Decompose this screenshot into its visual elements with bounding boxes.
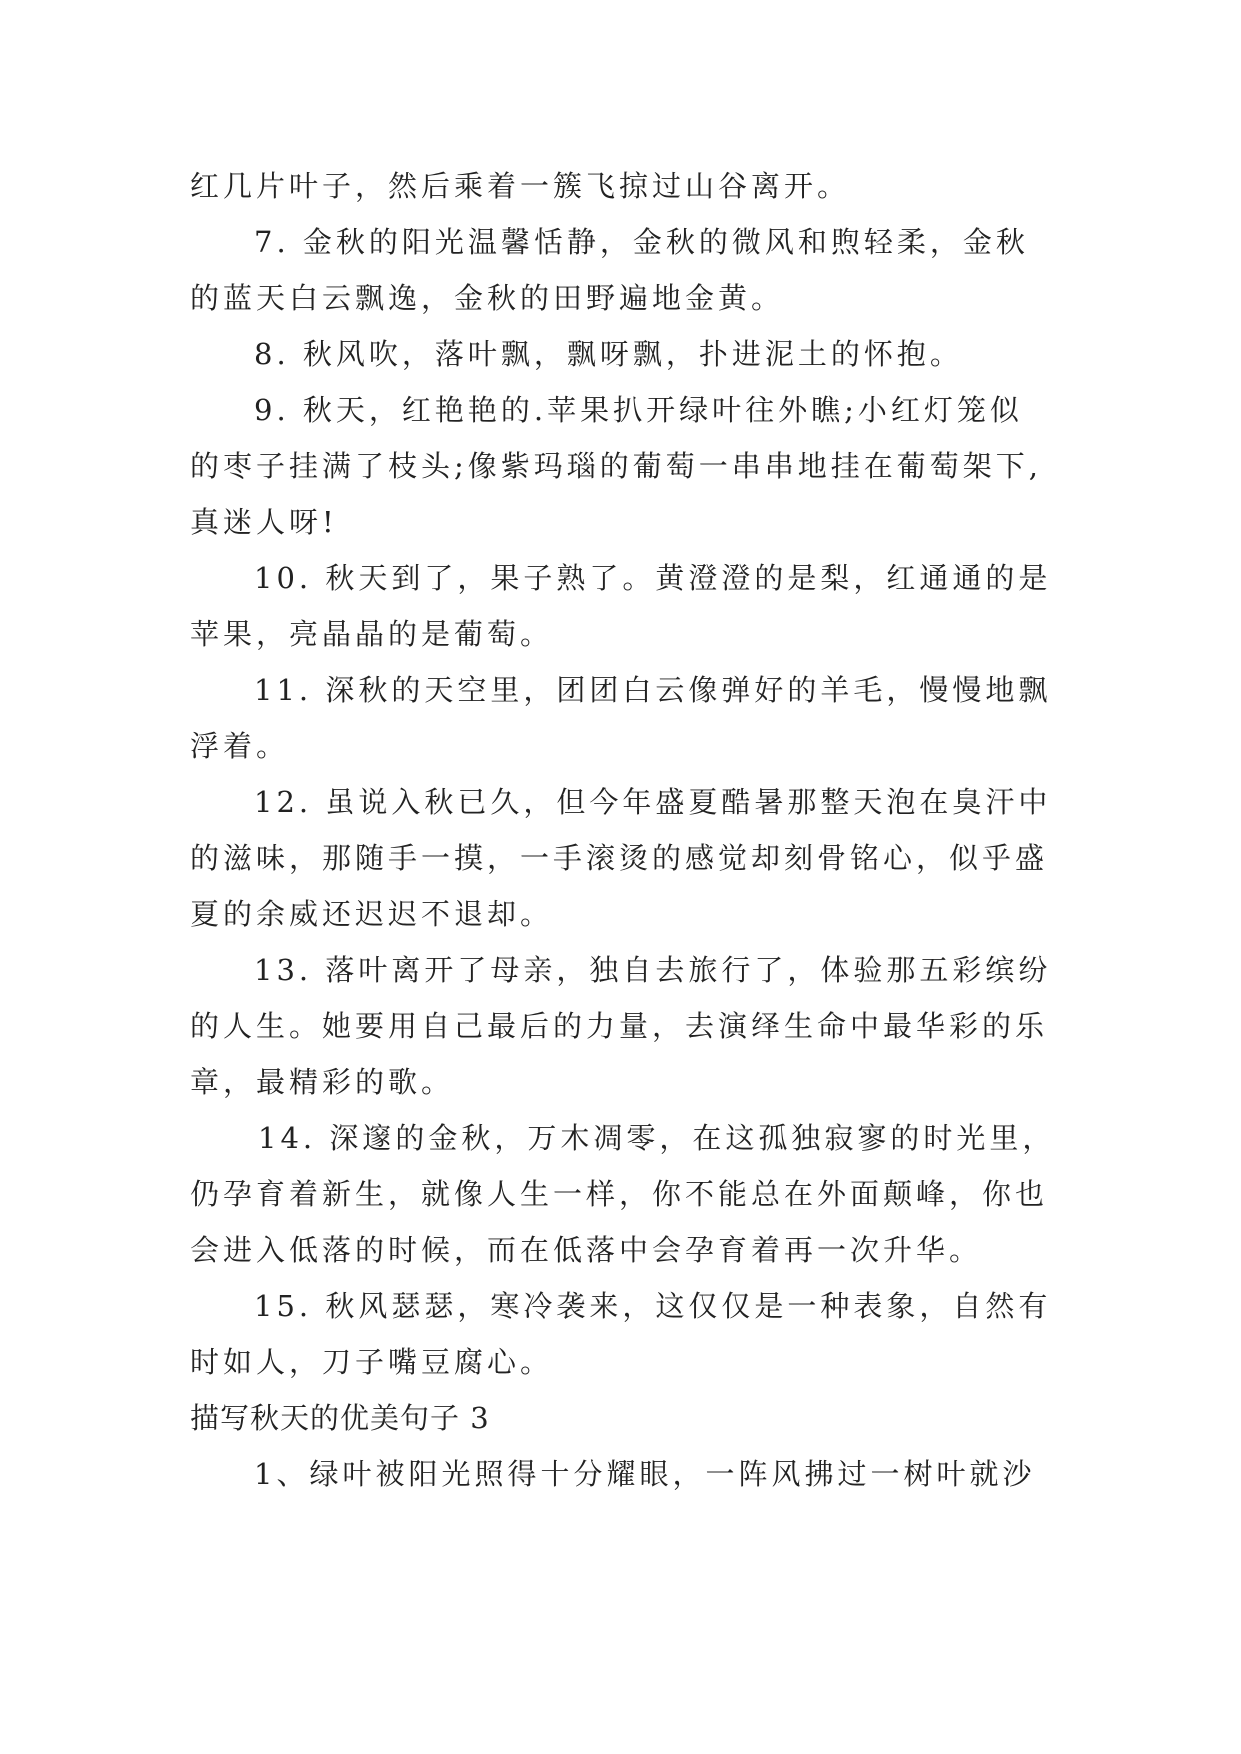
text-line: 时如人，刀子嘴豆腐心。 — [190, 1345, 554, 1379]
text-line: 1、绿叶被阳光照得十分耀眼，一阵风拂过一树叶就沙 — [254, 1457, 1036, 1491]
text-line: 的蓝天白云飘逸，金秋的田野遍地金黄。 — [190, 281, 785, 315]
text-line: 的枣子挂满了枝头;像紫玛瑙的葡萄一串串地挂在葡萄架下, — [190, 449, 1042, 483]
text-line: 8. 秋风吹，落叶飘，飘呀飘，扑进泥土的怀抱。 — [254, 337, 963, 371]
text-line: 7. 金秋的阳光温馨恬静，金秋的微风和煦轻柔，金秋 — [254, 225, 1029, 259]
text-line: 15. 秋风瑟瑟，寒冷袭来，这仅仅是一种表象，自然有 — [254, 1289, 1052, 1323]
text-line: 的人生。她要用自己最后的力量，去演绎生命中最华彩的乐 — [190, 1009, 1049, 1043]
text-line: 的滋味，那随手一摸，一手滚烫的感觉却刻骨铭心，似乎盛 — [190, 841, 1049, 875]
text-line: 12. 虽说入秋已久，但今年盛夏酷暑那整天泡在臭汗中 — [254, 785, 1052, 819]
text-line: 真迷人呀! — [190, 505, 338, 539]
text-line: 14. 深邃的金秋，万木凋零，在这孤独寂寥的时光里， — [258, 1121, 1056, 1155]
text-line: 苹果，亮晶晶的是葡萄。 — [190, 617, 554, 651]
text-line: 红几片叶子，然后乘着一簇飞掠过山谷离开。 — [190, 169, 851, 203]
text-line: 9. 秋天，红艳艳的.苹果扒开绿叶往外瞧;小红灯笼似 — [254, 393, 1023, 427]
section-heading: 描写秋天的优美句子 3 — [190, 1401, 490, 1435]
text-line: 浮着。 — [190, 729, 290, 763]
text-line: 会进入低落的时候，而在低落中会孕育着再一次升华。 — [190, 1233, 983, 1267]
text-line: 夏的余威还迟迟不退却。 — [190, 897, 554, 931]
text-line: 仍孕育着新生，就像人生一样，你不能总在外面颠峰，你也 — [190, 1177, 1049, 1211]
text-line: 13. 落叶离开了母亲，独自去旅行了，体验那五彩缤纷 — [254, 953, 1052, 987]
text-line: 11. 深秋的天空里，团团白云像弹好的羊毛，慢慢地飘 — [254, 673, 1052, 707]
text-line: 10. 秋天到了，果子熟了。黄澄澄的是梨，红通通的是 — [254, 561, 1052, 595]
text-line: 章，最精彩的歌。 — [190, 1065, 455, 1099]
